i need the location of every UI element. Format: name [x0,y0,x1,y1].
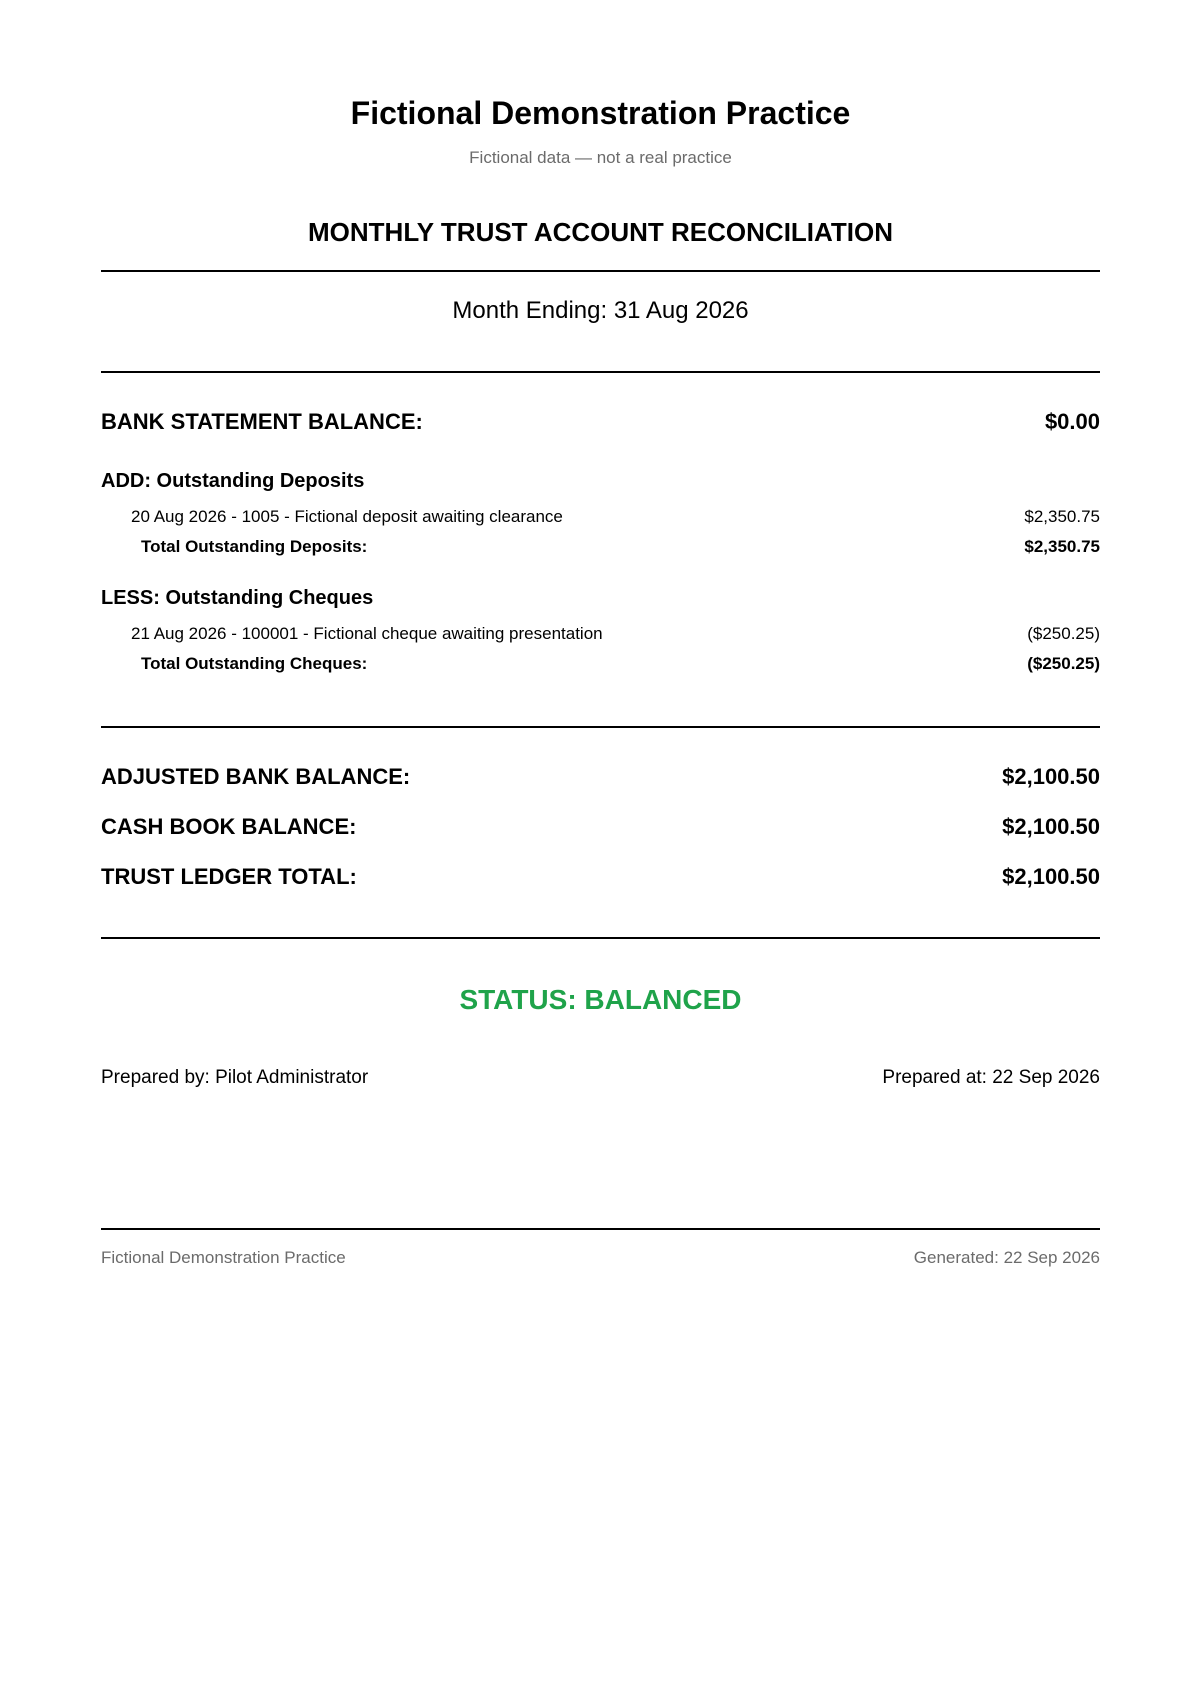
deposits-total-label: Total Outstanding Deposits: [141,537,368,556]
month-ending: Month Ending: 31 Aug 2026 [452,297,749,324]
deposit-item-row [101,506,1100,528]
cheques-total-value: ($250.25) [1027,654,1100,673]
cheques-total-label: Total Outstanding Cheques: [141,654,368,673]
adjusted-balance-value: $2,100.50 [1002,764,1100,789]
trust-ledger-value: $2,100.50 [1002,864,1100,889]
divider-before-status [101,937,1100,939]
adjusted-balance-label: ADJUSTED BANK BALANCE: [101,764,411,789]
cash-book-value: $2,100.50 [1002,814,1100,839]
cash-book-row [101,813,1100,841]
divider-top [101,270,1100,272]
divider-after-month [101,371,1100,373]
footer-divider [101,1228,1100,1230]
deposits-total-value: $2,350.75 [1024,537,1100,556]
prepared-at: Prepared at: 22 Sep 2026 [882,1067,1100,1088]
outstanding-deposits-heading: ADD: Outstanding Deposits [101,470,365,492]
deposits-total-row [101,536,1100,558]
bank-statement-row [101,408,1100,436]
deposit-item-label: 20 Aug 2026 - 1005 - Fictional deposit awaiting clearance [131,507,563,526]
status-badge: STATUS: BALANCED [459,984,742,1015]
cheque-item-row [101,623,1100,645]
cheque-item-value: ($250.25) [1027,624,1100,643]
deposit-item-value: $2,350.75 [1024,507,1100,526]
adjusted-balance-row [101,763,1100,791]
report-title: MONTHLY TRUST ACCOUNT RECONCILIATION [308,217,893,247]
trust-ledger-label: TRUST LEDGER TOTAL: [101,864,357,889]
trust-ledger-row [101,863,1100,891]
outstanding-cheques-heading: LESS: Outstanding Cheques [101,587,374,609]
page-footer [101,1248,1100,1268]
practice-subtitle: Fictional data — not a real practice [469,148,732,167]
prepared-row [101,1066,1100,1090]
footer-generated-date: Generated: 22 Sep 2026 [913,1248,1100,1267]
bank-statement-label: BANK STATEMENT BALANCE: [101,409,423,434]
cheque-item-label: 21 Aug 2026 - 100001 - Fictional cheque awaiting presentation [131,624,603,643]
prepared-by: Prepared by: Pilot Administrator [101,1067,369,1088]
cheques-total-row [101,653,1100,675]
cash-book-label: CASH BOOK BALANCE: [101,814,357,839]
footer-practice-name: Fictional Demonstration Practice [101,1248,346,1267]
bank-statement-value: $0.00 [1044,409,1100,434]
practice-name: Fictional Demonstration Practice [350,95,851,131]
divider-before-summary [101,726,1100,728]
